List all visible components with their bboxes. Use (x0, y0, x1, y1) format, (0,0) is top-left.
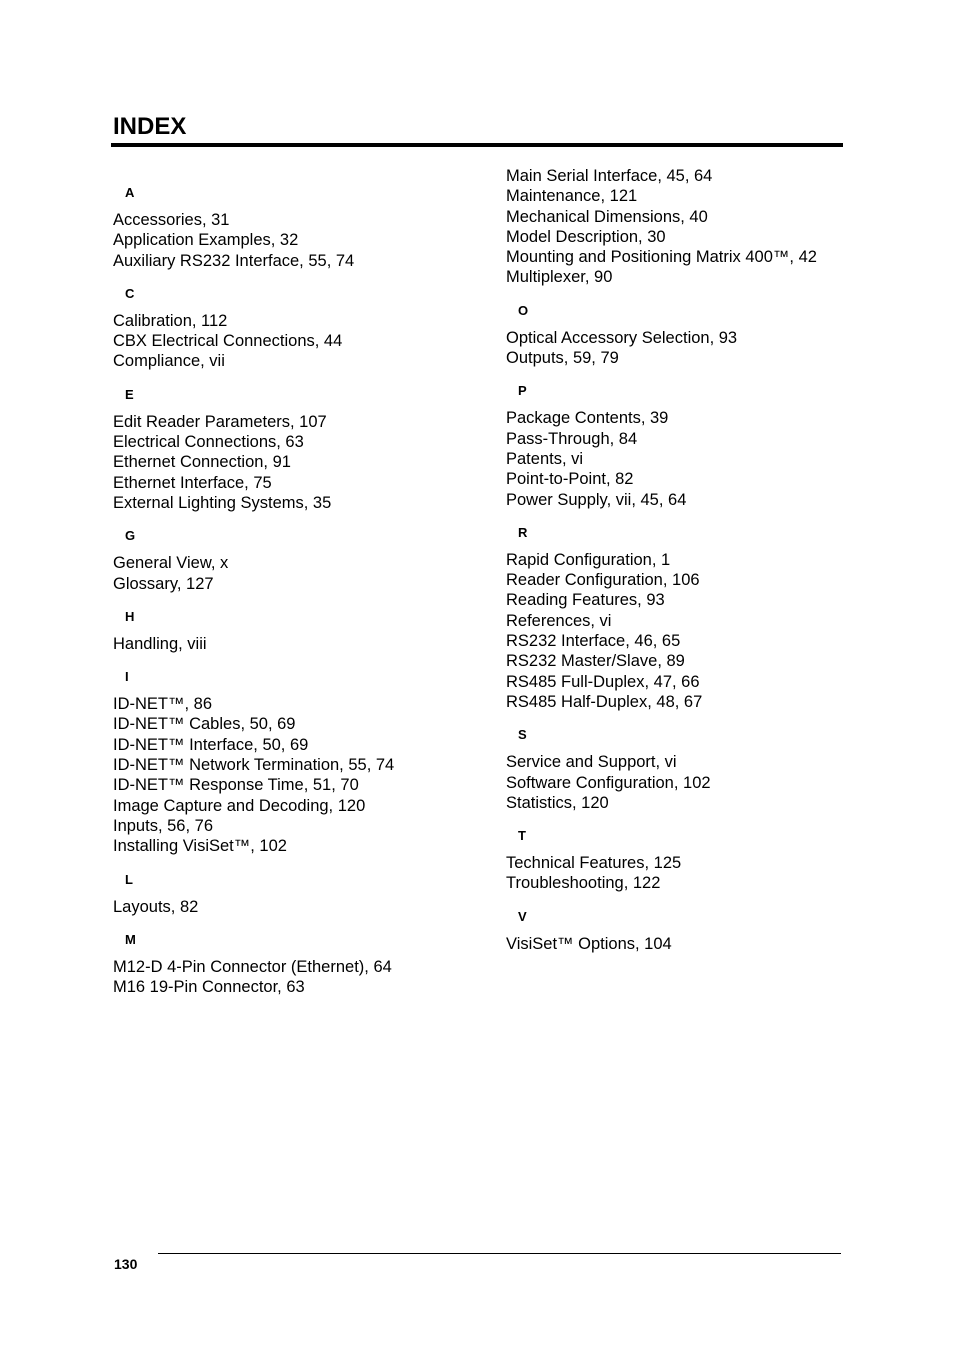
index-entry: RS232 Master/Slave, 89 (506, 652, 685, 671)
index-entry: Layouts, 82 (113, 897, 199, 916)
index-group (113, 526, 493, 594)
index-group (506, 725, 886, 813)
index-letter-heading: S (518, 727, 527, 743)
index-entry: RS485 Half-Duplex, 48, 67 (506, 692, 703, 711)
index-group (506, 301, 886, 369)
index-entry: ID-NET™ Response Time, 51, 70 (113, 776, 359, 795)
index-entry: Optical Accessory Selection, 93 (506, 328, 738, 347)
index-entry: Patents, vi (506, 449, 584, 468)
index-entry: Service and Support, vi (506, 753, 677, 772)
index-entry: Mounting and Positioning Matrix 400™, 42 (506, 248, 817, 267)
index-group (113, 870, 493, 917)
index-entry: References, vi (506, 611, 612, 630)
index-letter-heading: V (518, 908, 527, 924)
index-entry: Rapid Configuration, 1 (506, 550, 671, 569)
index-entry: RS232 Interface, 46, 65 (506, 632, 681, 651)
index-group (506, 166, 886, 288)
index-entry: Handling, viii (113, 634, 207, 653)
index-letter-heading: C (125, 285, 135, 301)
index-entry: RS485 Full-Duplex, 47, 66 (506, 672, 700, 691)
index-group (506, 523, 886, 712)
index-entry: Statistics, 120 (506, 793, 609, 812)
index-entry: Maintenance, 121 (506, 187, 638, 206)
index-entry: Accessories, 31 (113, 211, 230, 229)
index-entry: ID-NET™, 86 (113, 695, 213, 714)
index-entry: CBX Electrical Connections, 44 (113, 332, 343, 351)
index-group (506, 826, 886, 894)
page-title: INDEX (113, 113, 187, 140)
index-entry: Reading Features, 93 (506, 591, 665, 610)
index-entry: Application Examples, 32 (113, 231, 299, 250)
index-entry: Auxiliary RS232 Interface, 55, 74 (113, 251, 355, 270)
index-entry: M12-D 4-Pin Connector (Ethernet), 64 (113, 957, 392, 976)
index-entry: Troubleshooting, 122 (506, 874, 661, 893)
index-entry: Outputs, 59, 79 (506, 349, 619, 368)
index-entry: General View, x (113, 554, 229, 573)
index-entry: ID-NET™ Cables, 50, 69 (113, 715, 296, 734)
index-group (113, 284, 493, 372)
index-entry: Glossary, 127 (113, 574, 214, 593)
index-entry: External Lighting Systems, 35 (113, 493, 332, 512)
index-letter-heading: R (518, 524, 528, 540)
index-entry: M16 19-Pin Connector, 63 (113, 978, 305, 997)
index-entry: Power Supply, vii, 45, 64 (506, 490, 687, 509)
index-entry: VisiSet™ Options, 104 (506, 934, 672, 953)
index-letter-heading: P (518, 383, 527, 399)
index-right-column (506, 166, 886, 967)
index-entry: Multiplexer, 90 (506, 268, 613, 287)
index-entry: Mechanical Dimensions, 40 (506, 207, 708, 226)
index-letter-heading: A (125, 185, 135, 200)
index-entry: Reader Configuration, 106 (506, 571, 700, 590)
index-entry: Software Configuration, 102 (506, 773, 711, 792)
index-group (113, 607, 493, 654)
index-letter-heading: G (125, 528, 136, 544)
index-entry: ID-NET™ Interface, 50, 69 (113, 735, 309, 754)
index-entry: Main Serial Interface, 45, 64 (506, 167, 713, 185)
index-entry: Model Description, 30 (506, 227, 666, 246)
index-letter-heading: H (125, 608, 135, 624)
index-entry: Compliance, vii (113, 352, 225, 371)
index-letter-heading: M (125, 931, 136, 947)
index-letter-heading: O (518, 302, 529, 318)
index-entry: Image Capture and Decoding, 120 (113, 796, 366, 815)
title-divider (111, 143, 843, 147)
index-entry: Electrical Connections, 63 (113, 433, 304, 452)
index-group (113, 166, 493, 271)
index-entry: Calibration, 112 (113, 311, 228, 330)
index-entry: Point-to-Point, 82 (506, 470, 634, 489)
index-entry: ID-NET™ Network Termination, 55, 74 (113, 756, 395, 775)
index-letter-heading: E (125, 386, 134, 402)
index-entry: Package Contents, 39 (506, 409, 669, 428)
footer-divider (158, 1253, 841, 1254)
index-entry: Edit Reader Parameters, 107 (113, 412, 327, 431)
index-entry: Technical Features, 125 (506, 854, 682, 873)
index-letter-heading: L (125, 871, 133, 887)
index-entry: Pass-Through, 84 (506, 429, 638, 448)
index-group (506, 381, 886, 509)
index-entry: Inputs, 56, 76 (113, 816, 213, 835)
index-letter-heading: I (125, 669, 129, 685)
page-number: 130 (114, 1256, 138, 1272)
index-group (113, 667, 493, 856)
index-letter-heading: T (518, 828, 526, 844)
index-left-column (113, 166, 493, 1010)
index-group (113, 930, 493, 998)
index-entry: Ethernet Connection, 91 (113, 453, 291, 472)
index-entry: Ethernet Interface, 75 (113, 473, 272, 492)
index-group (506, 907, 886, 954)
index-group (113, 385, 493, 513)
index-entry: Installing VisiSet™, 102 (113, 837, 287, 856)
